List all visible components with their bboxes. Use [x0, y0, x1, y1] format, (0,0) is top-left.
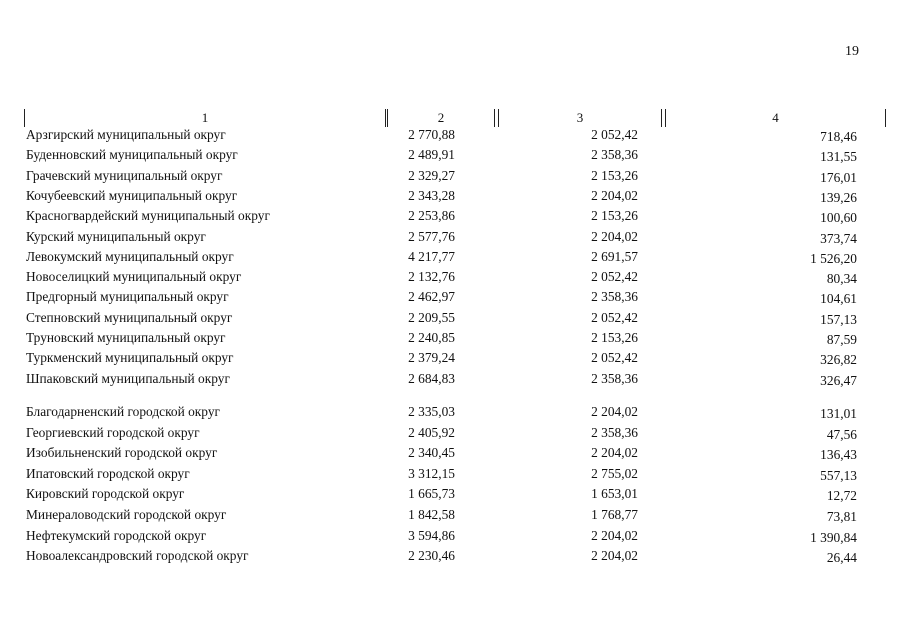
row-name: Курский муниципальный округ [26, 228, 206, 244]
row-value-4: 326,82 [820, 352, 857, 368]
row-name: Туркменский муниципальный округ [26, 350, 234, 366]
row-value-4: 373,74 [820, 230, 857, 246]
table-row [0, 423, 897, 443]
row-value-3: 2 204,02 [591, 228, 638, 244]
row-value-4: 100,60 [820, 210, 857, 226]
row-value-2: 2 240,85 [408, 330, 455, 345]
row-value-4: 718,46 [820, 129, 857, 144]
row-value-4: 176,01 [820, 169, 857, 185]
row-name: Труновский муниципальный округ [26, 330, 226, 345]
row-value-3: 2 153,26 [591, 167, 638, 183]
row-value-3: 2 204,02 [591, 187, 638, 203]
row-value-3: 2 691,57 [591, 248, 638, 264]
table-row [0, 267, 897, 287]
table-row [0, 369, 897, 389]
row-name: Предгорный муниципальный округ [26, 289, 229, 305]
row-value-4: 1 390,84 [810, 529, 857, 545]
row-value-2: 2 335,03 [408, 404, 455, 419]
row-value-2: 2 684,83 [408, 370, 455, 386]
row-value-2: 2 343,28 [408, 187, 455, 203]
row-value-3: 1 768,77 [591, 507, 638, 522]
table-row [0, 287, 897, 307]
row-name: Ипатовский городской округ [26, 465, 190, 481]
row-value-3: 2 204,02 [591, 548, 638, 564]
row-value-2: 2 329,27 [408, 167, 455, 183]
row-value-3: 2 052,42 [591, 127, 638, 142]
row-value-3: 2 153,26 [591, 330, 638, 345]
row-name: Арзгирский муниципальный округ [26, 127, 226, 142]
row-value-3: 2 755,02 [591, 465, 638, 481]
row-value-4: 131,01 [820, 406, 857, 421]
table-row [0, 227, 897, 247]
row-value-2: 2 577,76 [408, 228, 455, 244]
header-cell-4: 4 [665, 109, 886, 127]
row-name: Левокумский муниципальный округ [26, 248, 234, 264]
table-row [0, 546, 897, 566]
row-name: Буденновский муниципальный округ [26, 147, 238, 163]
row-value-2: 3 594,86 [408, 527, 455, 543]
row-value-4: 104,61 [820, 291, 857, 307]
row-value-4: 26,44 [826, 550, 857, 566]
row-value-2: 2 379,24 [408, 350, 455, 366]
row-name: Нефтекумский городской округ [26, 527, 207, 543]
row-value-3: 1 653,01 [591, 486, 638, 502]
table-row [0, 402, 897, 422]
row-value-4: 136,43 [820, 447, 857, 463]
row-value-4: 139,26 [820, 189, 857, 205]
table-row [0, 308, 897, 328]
row-value-4: 1 526,20 [810, 250, 857, 266]
row-name: Изобильненский городской округ [26, 445, 218, 461]
row-value-4: 157,13 [820, 311, 857, 327]
table-row [0, 484, 897, 504]
row-value-4: 131,55 [820, 149, 857, 165]
row-value-4: 73,81 [826, 509, 857, 524]
row-value-4: 87,59 [826, 332, 857, 347]
table-row [0, 443, 897, 463]
table-row [0, 328, 897, 348]
row-value-2: 4 217,77 [408, 248, 455, 264]
row-value-2: 2 132,76 [408, 269, 455, 285]
row-value-2: 1 665,73 [408, 486, 455, 502]
row-value-2: 2 770,88 [408, 127, 455, 142]
row-name: Кировский городской округ [26, 486, 185, 502]
row-value-2: 2 340,45 [408, 445, 455, 461]
table-row [0, 526, 897, 546]
row-name: Минераловодский городской округ [26, 507, 227, 522]
row-value-4: 47,56 [826, 426, 857, 442]
row-value-2: 2 405,92 [408, 424, 455, 440]
table-row [0, 206, 897, 226]
row-value-2: 2 489,91 [408, 147, 455, 163]
row-value-4: 80,34 [826, 271, 857, 287]
row-value-3: 2 153,26 [591, 208, 638, 224]
table-row [0, 166, 897, 186]
row-value-4: 326,47 [820, 372, 857, 388]
row-value-3: 2 358,36 [591, 289, 638, 305]
table-row [0, 125, 897, 145]
row-value-3: 2 358,36 [591, 147, 638, 163]
row-value-2: 2 230,46 [408, 548, 455, 564]
row-value-4: 557,13 [820, 467, 857, 483]
header-cell-2: 2 [387, 109, 495, 127]
table-row [0, 505, 897, 525]
row-name: Степновский муниципальный округ [26, 309, 233, 325]
row-name: Новоалександровский городской округ [26, 548, 249, 564]
row-name: Грачевский муниципальный округ [26, 167, 223, 183]
row-value-3: 2 052,42 [591, 350, 638, 366]
row-value-2: 1 842,58 [408, 507, 455, 522]
row-value-3: 2 358,36 [591, 424, 638, 440]
row-value-3: 2 204,02 [591, 404, 638, 419]
header-cell-3: 3 [498, 109, 662, 127]
table-row [0, 348, 897, 368]
row-value-3: 2 204,02 [591, 445, 638, 461]
row-value-3: 2 052,42 [591, 269, 638, 285]
header-cell-1: 1 [24, 109, 386, 127]
row-name: Кочубеевский муниципальный округ [26, 187, 238, 203]
row-value-2: 3 312,15 [408, 465, 455, 481]
row-value-3: 2 204,02 [591, 527, 638, 543]
row-name: Красногвардейский муниципальный округ [26, 208, 270, 224]
row-name: Шпаковский муниципальный округ [26, 370, 230, 386]
table-row [0, 464, 897, 484]
table-row [0, 145, 897, 165]
table-row [0, 186, 897, 206]
row-name: Георгиевский городской округ [26, 424, 200, 440]
page-number: 19 [845, 44, 859, 59]
row-value-2: 2 209,55 [408, 309, 455, 325]
row-value-3: 2 052,42 [591, 309, 638, 325]
table-row [0, 247, 897, 267]
row-name: Новоселицкий муниципальный округ [26, 269, 242, 285]
row-name: Благодарненский городской округ [26, 404, 221, 419]
row-value-3: 2 358,36 [591, 370, 638, 386]
row-value-4: 12,72 [826, 488, 857, 504]
row-value-2: 2 253,86 [408, 208, 455, 224]
row-value-2: 2 462,97 [408, 289, 455, 305]
